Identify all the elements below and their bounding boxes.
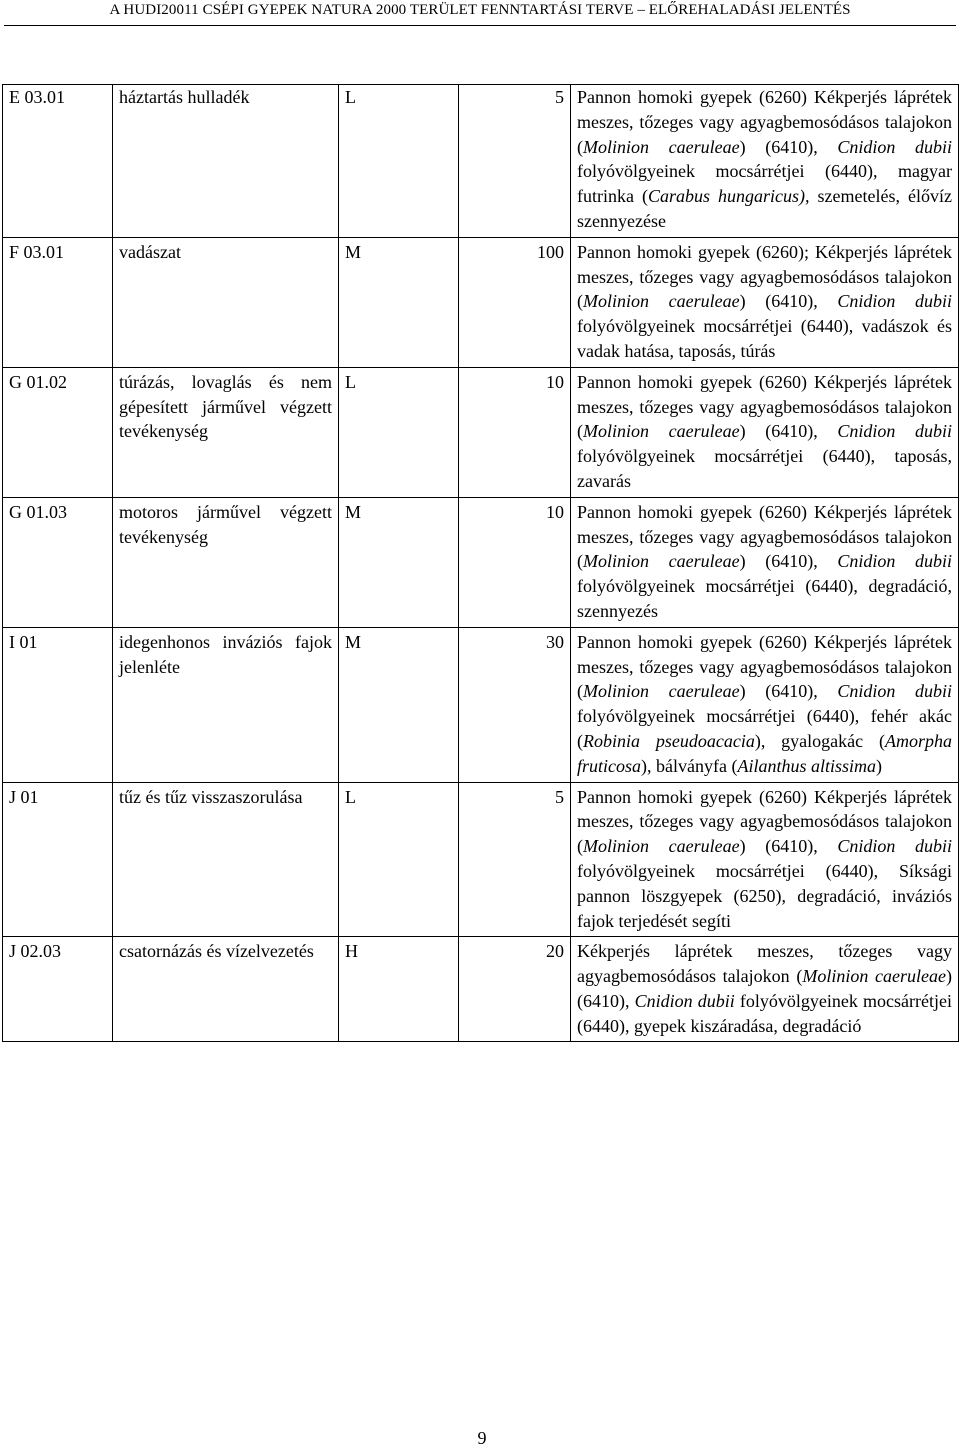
running-header <box>0 2 960 19</box>
description-text: ) (6410), <box>739 551 838 572</box>
threat-level: H <box>339 937 459 1042</box>
description-text: Kékperjés láprétek meszes, tőzeges vagy agyagbemosódásos talajokon ( <box>577 941 952 987</box>
table-row <box>3 627 959 782</box>
threat-level: M <box>339 237 459 367</box>
description-text: ) (6410), <box>739 136 838 157</box>
species-name: Robinia pseudoacacia <box>583 730 755 751</box>
header-rule <box>4 25 956 26</box>
threat-code: I 01 <box>3 627 113 782</box>
description-text: szemetelés, élővíz szennyezése <box>577 186 952 231</box>
affected-habitats <box>571 367 959 497</box>
species-name: Cnidion dubii <box>837 421 952 442</box>
species-name: Molinion caeruleae <box>583 291 740 312</box>
table-row <box>3 497 959 627</box>
affected-habitats <box>571 85 959 238</box>
species-name: Cnidion dubii <box>837 551 952 572</box>
description-text: ) (6410), <box>739 836 838 857</box>
species-name: Amorpha fruticosa <box>577 730 952 776</box>
threat-code: J 01 <box>3 782 113 937</box>
description-text: folyóvölgyeinek mocsárrétjei (6440), gyepek kiszáradása, degradáció <box>577 990 952 1036</box>
threat-code: E 03.01 <box>3 85 113 238</box>
threat-code: J 02.03 <box>3 937 113 1042</box>
threat-code: F 03.01 <box>3 237 113 367</box>
threats-table-body <box>3 85 959 1042</box>
description-text: ) (6410), <box>739 681 838 702</box>
description-text: Pannon homoki gyepek (6260) Kékperjés láprétek meszes, tőzeges vagy agyagbemosódásos talajokon ( <box>577 631 952 702</box>
threat-percent: 10 <box>459 497 571 627</box>
description-text: folyóvölgyeinek mocsárrétjei (6440), Síksági pannon löszgyepek (6250), degradáció, inváziós fajok terjedését segíti <box>577 860 952 931</box>
threat-percent: 30 <box>459 627 571 782</box>
description-text: ) (6410), <box>577 966 952 1011</box>
description-text: folyóvölgyeinek mocsárrétjei (6440), fehér akác ( <box>577 706 952 751</box>
threat-level: L <box>339 367 459 497</box>
affected-habitats <box>571 497 959 627</box>
species-name: Cnidion dubii <box>634 990 735 1011</box>
species-name: Molinion caeruleae <box>802 966 946 987</box>
threat-name: túrázás, lovaglás és nem gépesített járművel végzett tevékenység <box>113 367 339 497</box>
description-text: Pannon homoki gyepek (6260) Kékperjés láprétek meszes, tőzeges vagy agyagbemosódásos talajokon ( <box>577 501 952 572</box>
description-text: ), bálványfa ( <box>641 755 738 776</box>
threat-code: G 01.03 <box>3 497 113 627</box>
threat-percent: 5 <box>459 782 571 937</box>
description-text: ) (6410), <box>739 291 838 312</box>
species-name: Molinion caeruleae <box>583 836 740 857</box>
species-name: Cnidion dubii <box>837 291 952 312</box>
description-text: Pannon homoki gyepek (6260); Kékperjés láprétek meszes, tőzeges vagy agyagbemosódásos talajokon ( <box>577 241 952 312</box>
species-name: Cnidion dubii <box>837 681 952 702</box>
threat-name: motoros járművel végzett tevékenység <box>113 497 339 627</box>
running-header-text: A HUDI20011 CSÉPI GYEPEK NATURA 2000 TERÜLET FENNTARTÁSI TERVE – ELŐREHALADÁSI JELENTÉS <box>109 2 851 18</box>
description-text: folyóvölgyeinek mocsárrétjei (6440), degradáció, szennyezés <box>577 576 952 621</box>
affected-habitats <box>571 782 959 937</box>
threat-percent: 5 <box>459 85 571 238</box>
page-number: 9 <box>477 1428 487 1448</box>
threats-table <box>2 84 959 1042</box>
description-text: Pannon homoki gyepek (6260) Kékperjés láprétek meszes, tőzeges vagy agyagbemosódásos talajokon ( <box>577 371 952 442</box>
species-name: Cnidion dubii <box>837 836 952 857</box>
description-text: Pannon homoki gyepek (6260) Kékperjés láprétek meszes, tőzeges vagy agyagbemosódásos talajokon ( <box>577 786 952 857</box>
description-text: Pannon homoki gyepek (6260) Kékperjés láprétek meszes, tőzeges vagy agyagbemosódásos talajokon ( <box>577 87 952 157</box>
description-text: folyóvölgyeinek mocsárrétjei (6440), magyar futrinka ( <box>577 161 952 207</box>
threat-percent: 100 <box>459 237 571 367</box>
threat-level: M <box>339 497 459 627</box>
table-row <box>3 237 959 367</box>
species-name: Ailanthus altissima <box>737 755 876 776</box>
threat-code: G 01.02 <box>3 367 113 497</box>
threat-name: idegenhonos inváziós fajok jelenléte <box>113 627 339 782</box>
description-text: ) <box>875 755 882 776</box>
threat-name: vadászat <box>113 237 339 367</box>
species-name: Cnidion dubii <box>837 136 952 157</box>
description-text: ), gyalogakác ( <box>754 730 885 751</box>
affected-habitats <box>571 627 959 782</box>
species-name: Molinion caeruleae <box>583 136 740 157</box>
threat-level: L <box>339 782 459 937</box>
affected-habitats <box>571 237 959 367</box>
threat-level: M <box>339 627 459 782</box>
table-row <box>3 367 959 497</box>
threat-name: csatornázás és vízelvezetés <box>113 937 339 1042</box>
description-text: folyóvölgyeinek mocsárrétjei (6440), taposás, zavarás <box>577 446 952 491</box>
table-row <box>3 782 959 937</box>
threat-level: L <box>339 85 459 238</box>
threat-percent: 10 <box>459 367 571 497</box>
threat-name: háztartás hulladék <box>113 85 339 238</box>
description-text: folyóvölgyeinek mocsárrétjei (6440), vadászok és vadak hatása, taposás, túrás <box>577 316 952 361</box>
threat-percent: 20 <box>459 937 571 1042</box>
description-text: ) (6410), <box>739 421 838 442</box>
affected-habitats <box>571 937 959 1042</box>
species-name: Molinion caeruleae <box>583 421 740 442</box>
threat-name: tűz és tűz visszaszorulása <box>113 782 339 937</box>
species-name: Carabus hungaricus), <box>648 186 810 207</box>
table-row <box>3 937 959 1042</box>
species-name: Molinion caeruleae <box>583 681 740 702</box>
table-row <box>3 85 959 238</box>
species-name: Molinion caeruleae <box>583 551 740 572</box>
